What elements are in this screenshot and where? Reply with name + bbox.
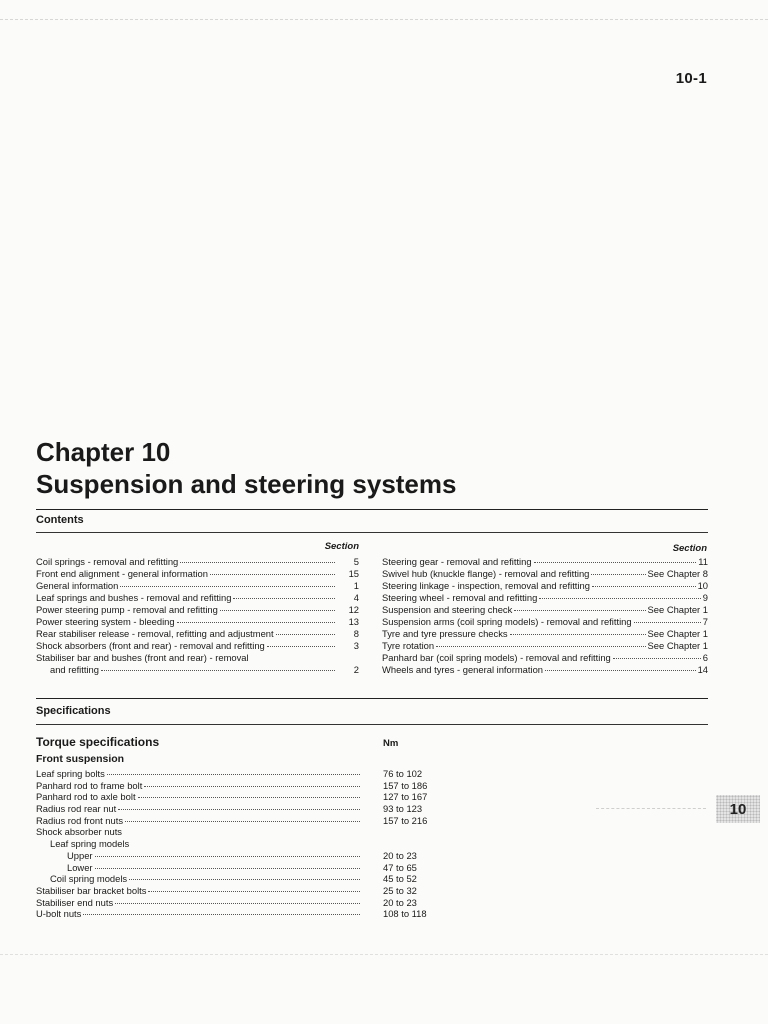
leader-dots bbox=[534, 562, 697, 563]
leader-dots bbox=[510, 634, 646, 635]
leader-dots bbox=[180, 562, 335, 563]
spec-row: Shock absorber nuts bbox=[36, 826, 122, 838]
spec-row: Stabiliser end nuts 20 to 23 bbox=[36, 896, 417, 908]
spec-row: Panhard rod to axle bolt 127 to 167 bbox=[36, 791, 428, 803]
leader-dots bbox=[436, 646, 645, 647]
torque-spec-list bbox=[36, 768, 476, 920]
specifications-heading: Specifications bbox=[36, 705, 111, 717]
leader-dots bbox=[220, 610, 335, 611]
contents-section-header-left: Section bbox=[324, 541, 359, 552]
leader-dots bbox=[83, 914, 360, 915]
leader-dots bbox=[101, 670, 335, 671]
leader-dots bbox=[539, 598, 700, 599]
contents-rule bbox=[36, 532, 708, 533]
contents-item: Suspension arms (coil spring models) - removal and refitting 7 bbox=[382, 616, 708, 627]
contents-item: Suspension and steering check See Chapter 1 bbox=[382, 604, 708, 615]
scan-dash bbox=[596, 808, 706, 809]
spec-row: Leaf spring bolts 76 to 102 bbox=[36, 768, 423, 779]
contents-item: Swivel hub (knuckle flange) - removal and refitting See Chapter 8 bbox=[382, 568, 708, 579]
contents-item: Tyre rotation See Chapter 1 bbox=[382, 640, 708, 651]
chapter-title bbox=[36, 436, 456, 500]
spec-row: Stabiliser bar bracket bolts 25 to 32 bbox=[36, 884, 417, 896]
leader-dots bbox=[177, 622, 335, 623]
contents-item: Steering wheel - removal and refitting 9 bbox=[382, 592, 708, 603]
contents-item: Shock absorbers (front and rear) - removal and refitting 3 bbox=[36, 640, 359, 651]
page-number: 10-1 bbox=[675, 70, 707, 87]
contents-item: Leaf springs and bushes - removal and refitting 4 bbox=[36, 592, 359, 603]
leader-dots bbox=[233, 598, 335, 599]
leader-dots bbox=[120, 586, 335, 587]
contents-item: Front end alignment - general information 15 bbox=[36, 568, 359, 579]
spec-row: Lower 47 to 65 bbox=[67, 861, 417, 873]
title-rule bbox=[36, 509, 708, 510]
torque-title: Torque specifications bbox=[36, 735, 160, 749]
contents-item: Wheels and tyres - general information 14 bbox=[382, 664, 708, 675]
spec-row: U-bolt nuts 108 to 118 bbox=[36, 908, 427, 920]
scan-edge-top bbox=[0, 19, 768, 20]
leader-dots bbox=[276, 634, 335, 635]
front-suspension-heading: Front suspension bbox=[36, 753, 125, 765]
leader-dots bbox=[95, 868, 360, 869]
chapter-number: Chapter 10 bbox=[36, 437, 171, 467]
contents-heading: Contents bbox=[36, 514, 84, 526]
specs-rule bbox=[36, 724, 708, 725]
contents-item: and refitting 2 bbox=[50, 664, 359, 675]
leader-dots bbox=[107, 774, 360, 775]
contents-section-header-right: Section bbox=[672, 543, 707, 554]
contents-item: Steering linkage - inspection, removal and refitting 10 bbox=[382, 580, 708, 591]
leader-dots bbox=[267, 646, 335, 647]
spec-row: Leaf spring models bbox=[50, 838, 130, 850]
leader-dots bbox=[115, 903, 360, 904]
contents-item: Steering gear - removal and refitting 11 bbox=[382, 556, 708, 567]
chapter-name: Suspension and steering systems bbox=[36, 469, 457, 499]
leader-dots bbox=[138, 797, 360, 798]
spec-row: Upper 20 to 23 bbox=[67, 849, 417, 861]
leader-dots bbox=[591, 574, 645, 575]
contents-item: Rear stabiliser release - removal, refitting and adjustment 8 bbox=[36, 628, 359, 639]
leader-dots bbox=[148, 891, 360, 892]
unit-header: Nm bbox=[383, 738, 399, 749]
leader-dots bbox=[592, 586, 696, 587]
spec-row: Radius rod front nuts 157 to 216 bbox=[36, 814, 428, 826]
leader-dots bbox=[95, 856, 360, 857]
spec-row: Coil spring models 45 to 52 bbox=[50, 873, 417, 885]
contents-item: Power steering pump - removal and refitting 12 bbox=[36, 604, 359, 615]
scan-edge-bottom bbox=[0, 954, 768, 955]
chapter-tab-marker: 10 bbox=[716, 795, 760, 823]
leader-dots bbox=[545, 670, 696, 671]
spec-row: Radius rod rear nut 93 to 123 bbox=[36, 803, 423, 815]
specs-top-rule bbox=[36, 698, 708, 699]
contents-item: Tyre and tyre pressure checks See Chapter 1 bbox=[382, 628, 708, 639]
leader-dots bbox=[125, 821, 360, 822]
contents-item: Power steering system - bleeding 13 bbox=[36, 616, 359, 627]
leader-dots bbox=[129, 879, 360, 880]
leader-dots bbox=[210, 574, 335, 575]
contents-list-right bbox=[382, 556, 708, 676]
leader-dots bbox=[144, 786, 360, 787]
leader-dots bbox=[613, 658, 701, 659]
contents-item: Panhard bar (coil spring models) - removal and refitting 6 bbox=[382, 652, 708, 663]
contents-list-left bbox=[36, 556, 359, 676]
leader-dots bbox=[514, 610, 645, 611]
contents-item: Stabiliser bar and bushes (front and rear) - removal bbox=[36, 652, 249, 663]
leader-dots bbox=[634, 622, 701, 623]
spec-row: Panhard rod to frame bolt 157 to 186 bbox=[36, 779, 428, 791]
contents-item: Coil springs - removal and refitting 5 bbox=[36, 556, 359, 567]
contents-item: General information 1 bbox=[36, 580, 359, 591]
leader-dots bbox=[118, 809, 360, 810]
